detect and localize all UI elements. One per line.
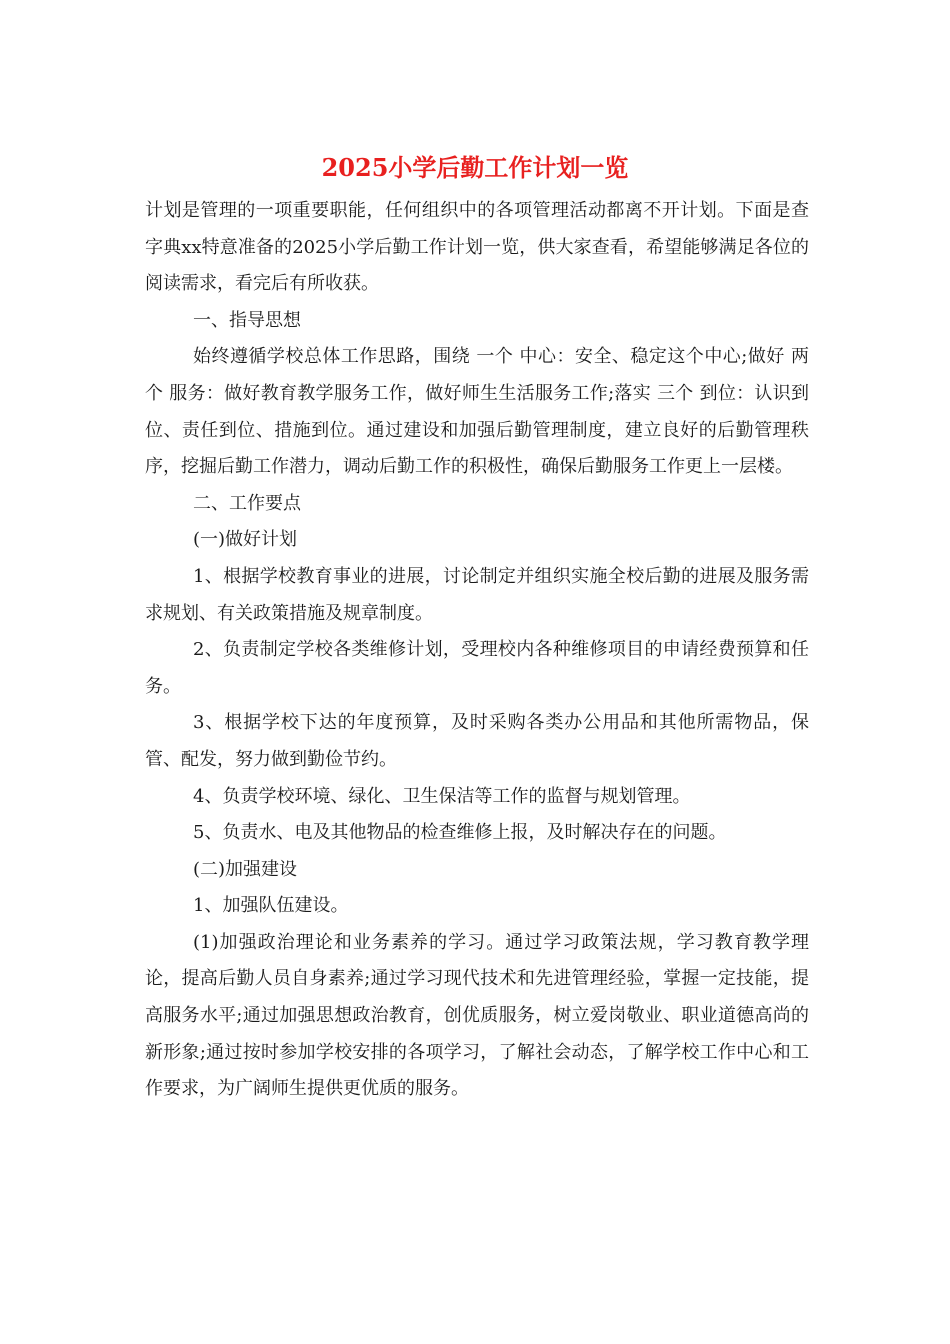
section-heading-work-points: 二、工作要点 — [193, 492, 301, 514]
intro-paragraph: 计划是管理的一项重要职能，任何组织中的各项管理活动都离不开计划。下面是查字典xx特意准备的2025小学后勤工作计划一览，供大家查看，希望能够满足各位的阅读需求，看完后有所收获。 — [145, 200, 809, 295]
document-body — [145, 193, 809, 1108]
section-heading-guiding-ideology: 一、指导思想 — [193, 309, 301, 331]
construction-item-1: 1、加强队伍建设。 — [193, 895, 349, 917]
planning-item-1: 1、根据学校教育事业的进展，讨论制定并组织实施全校后勤的进展及服务需求规划、有关政策措施及规章制度。 — [145, 565, 809, 624]
planning-item-2: 2、负责制定学校各类维修计划，受理校内各种维修项目的申请经费预算和任务。 — [145, 639, 809, 697]
subsection-heading-planning: (一)做好计划 — [193, 529, 298, 551]
document-title: 2025小学后勤工作计划一览 — [321, 153, 629, 182]
planning-item-3: 3、根据学校下达的年度预算，及时采购各类办公用品和其他所需物品，保管、配发，努力做到勤俭节约。 — [145, 712, 809, 770]
planning-item-5: 5、负责水、电及其他物品的检查维修上报，及时解决存在的问题。 — [193, 822, 727, 844]
construction-item-1-sub-1: (1)加强政治理论和业务素养的学习。通过学习政策法规，学习教育教学理论，提高后勤人员自身素养;通过学习现代技术和先进管理经验，掌握一定技能，提高服务水平;通过加强思想政治教育，创优质服务，树立爱岗敬业、职业道德高尚的新形象;通过按时参加学校安排的各项学习，了解社会动态，了解学校工作中心和工作要求，为广阔师生提供更优质的服务。 — [145, 931, 809, 1100]
guiding-ideology-paragraph: 始终遵循学校总体工作思路，围绕 一个 中心：安全、稳定这个中心;做好 两个 服务：做好教育教学服务工作，做好师生生活服务工作;落实 三个 到位：认识到位、责任到位、措施到位。通过建设和加强后勤管理制度，建立良好的后勤管理秩序，挖掘后勤工作潜力，调动后勤工作的积极性，确保后勤服务工作更上一层楼。 — [145, 346, 809, 478]
planning-item-4: 4、负责学校环境、绿化、卫生保洁等工作的监督与规划管理。 — [193, 785, 691, 807]
subsection-heading-construction: (二)加强建设 — [193, 858, 298, 880]
